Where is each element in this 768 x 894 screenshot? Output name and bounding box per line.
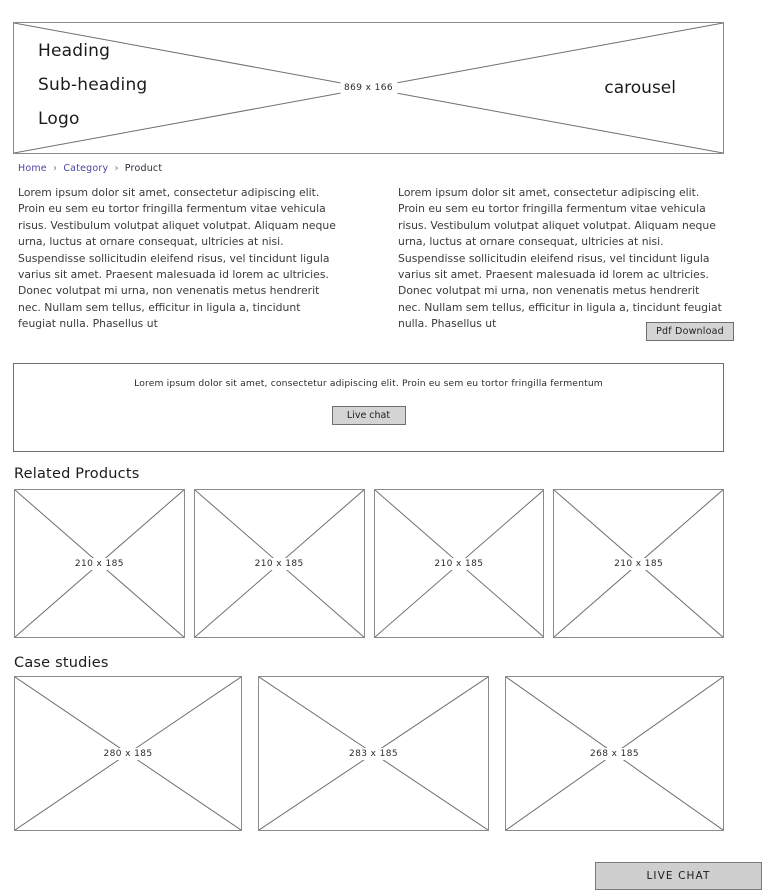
- case-study-card[interactable]: [14, 676, 242, 831]
- body-paragraph-left: Lorem ipsum dolor sit amet, consectetur adipiscing elit. Proin eu sem eu tortor fringilla fermentum vitae vehicula risus. Vestibulum volutpat aliquet volutpat. Aliquam neque urna, luctus at ornare consequat, ultricies at nisi. Suspendisse sollicitudin eleifend risus, vel tincidunt ligula varius sit amet. Praesent malesuada id lorem ac ultricies. Donec volutpat mi urna, non venenatis metus hendrerit nec. Nullam sem tellus, efficitur in ligula a, tincidunt feugiat nulla. Phasellus ut: [18, 186, 336, 331]
- related-product-dimension-label: 210 x 185: [430, 558, 487, 570]
- related-products-row: [14, 489, 724, 638]
- related-product-dimension-label: 210 x 185: [610, 558, 667, 570]
- case-studies-heading: Case studies: [14, 655, 109, 671]
- promo-text: Lorem ipsum dolor sit amet, consectetur adipiscing elit. Proin eu sem eu tortor fringilla fermentum: [134, 378, 603, 389]
- related-product-card[interactable]: [194, 489, 365, 638]
- case-study-dimension-label: 280 x 185: [99, 748, 156, 760]
- case-studies-row: [14, 676, 724, 831]
- breadcrumb-item-home[interactable]: Home: [18, 163, 47, 174]
- hero-banner-placeholder[interactable]: [13, 22, 724, 154]
- breadcrumb-item-category[interactable]: Category: [63, 163, 109, 174]
- body-paragraph-right: Lorem ipsum dolor sit amet, consectetur adipiscing elit. Proin eu sem eu tortor fringilla fermentum vitae vehicula risus. Vestibulum volutpat aliquet volutpat. Aliquam neque urna, luctus at ornare consequat, ultricies at nisi. Suspendisse sollicitudin eleifend risus, vel tincidunt ligula varius sit amet. Praesent malesuada id lorem ac ultricies. Donec volutpat mi urna, non venenatis metus hendrerit nec. Nullam sem tellus, efficitur in ligula a, tincidunt feugiat nulla. Phasellus ut: [398, 186, 722, 331]
- hero-logo-label: Logo: [38, 109, 80, 129]
- case-study-dimension-label: 283 x 185: [345, 748, 402, 760]
- breadcrumb-separator-icon: ›: [53, 163, 58, 174]
- related-products-heading: Related Products: [14, 466, 140, 482]
- related-product-card[interactable]: [553, 489, 724, 638]
- related-product-card[interactable]: [14, 489, 185, 638]
- live-chat-button[interactable]: Live chat: [332, 406, 406, 425]
- case-study-card[interactable]: [505, 676, 724, 831]
- case-study-dimension-label: 268 x 185: [586, 748, 643, 760]
- live-chat-bar[interactable]: LIVE CHAT: [595, 862, 762, 890]
- breadcrumb-separator-icon: ›: [114, 163, 119, 174]
- promo-panel: [13, 363, 724, 452]
- case-study-card[interactable]: [258, 676, 489, 831]
- hero-subheading-label: Sub-heading: [38, 75, 148, 95]
- breadcrumb: [18, 163, 162, 174]
- hero-heading-label: Heading: [38, 41, 111, 61]
- hero-dimension-label: 869 x 166: [340, 82, 397, 94]
- hero-carousel-label: carousel: [599, 76, 681, 100]
- breadcrumb-item-product: Product: [124, 163, 163, 174]
- related-product-dimension-label: 210 x 185: [71, 558, 128, 570]
- related-product-card[interactable]: [374, 489, 545, 638]
- related-product-dimension-label: 210 x 185: [251, 558, 308, 570]
- pdf-download-button[interactable]: Pdf Download: [646, 322, 734, 341]
